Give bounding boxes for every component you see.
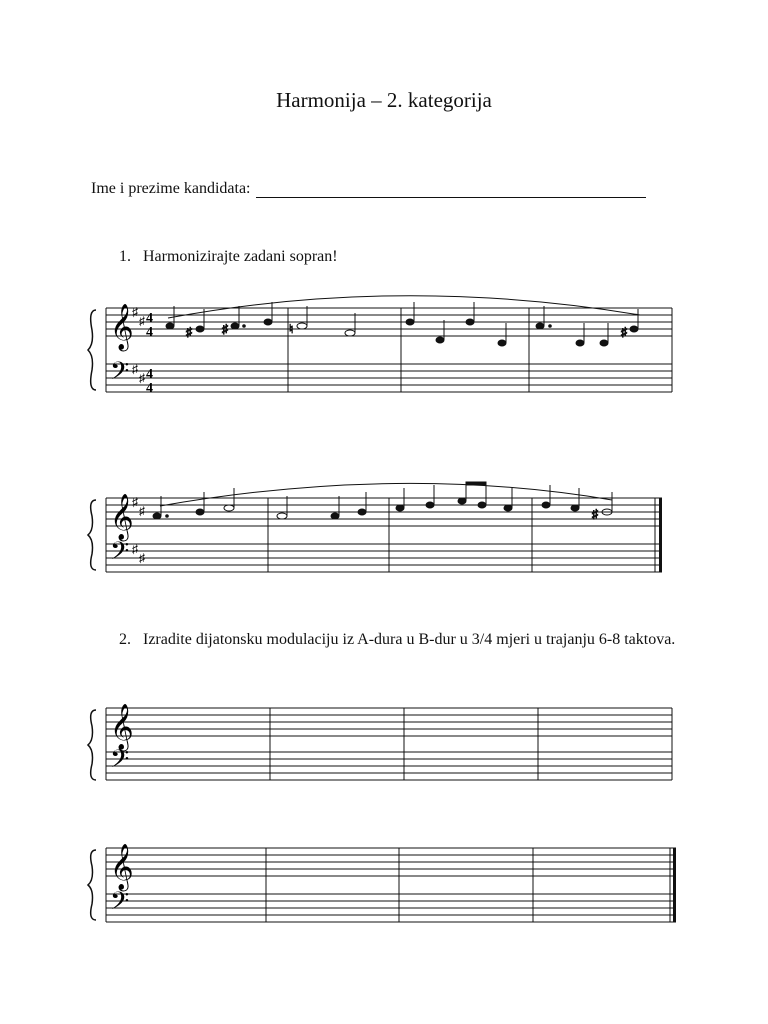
svg-text:♯: ♯ xyxy=(139,314,145,328)
svg-text:♯: ♯ xyxy=(592,507,598,521)
svg-text:♯: ♯ xyxy=(132,542,138,556)
candidate-name-label: Ime i prezime kandidata: xyxy=(91,180,251,197)
exercise-2-system-2 xyxy=(0,830,768,930)
task-1 xyxy=(119,246,338,268)
svg-text:♮: ♮ xyxy=(289,322,294,336)
task-2-number: 2. xyxy=(119,631,131,648)
svg-text:♯: ♯ xyxy=(132,305,138,319)
exercise-2-system-1 xyxy=(0,690,768,790)
svg-text:♯: ♯ xyxy=(139,551,145,565)
task-1-text: Harmonizirajte zadani sopran! xyxy=(143,248,338,265)
task-2 xyxy=(119,629,679,651)
svg-text:♯: ♯ xyxy=(132,362,138,376)
svg-text:♯: ♯ xyxy=(139,371,145,385)
task-2-text: Izradite dijatonsku modulaciju iz A-dura u B-dur u 3/4 mjeri u trajanju 6-8 taktova. xyxy=(143,631,676,648)
svg-text:4: 4 xyxy=(146,325,153,340)
svg-text:𝄞: 𝄞 xyxy=(110,704,134,750)
svg-text:𝄞: 𝄞 xyxy=(110,304,134,350)
svg-text:𝄢: 𝄢 xyxy=(110,887,130,922)
svg-text:4: 4 xyxy=(146,311,153,326)
svg-text:𝄞: 𝄞 xyxy=(110,494,134,540)
svg-text:4: 4 xyxy=(146,381,153,396)
task-1-number: 1. xyxy=(119,248,131,265)
candidate-name-row xyxy=(91,180,646,198)
exercise-1-system-2 xyxy=(0,470,768,590)
svg-text:♯: ♯ xyxy=(621,325,627,339)
svg-text:𝄞: 𝄞 xyxy=(110,844,134,890)
svg-text:𝄢: 𝄢 xyxy=(110,357,130,392)
svg-text:𝄢: 𝄢 xyxy=(110,745,130,780)
svg-text:♯: ♯ xyxy=(132,495,138,509)
svg-text:♯: ♯ xyxy=(222,322,228,336)
page-title: Harmonija – 2. kategorija xyxy=(276,88,492,112)
svg-text:♯: ♯ xyxy=(139,504,145,518)
candidate-name-blank[interactable] xyxy=(256,183,646,198)
svg-text:4: 4 xyxy=(146,367,153,382)
exercise-1-system-1 xyxy=(0,280,768,400)
svg-text:𝄢: 𝄢 xyxy=(110,537,130,572)
svg-text:♯: ♯ xyxy=(186,325,192,339)
